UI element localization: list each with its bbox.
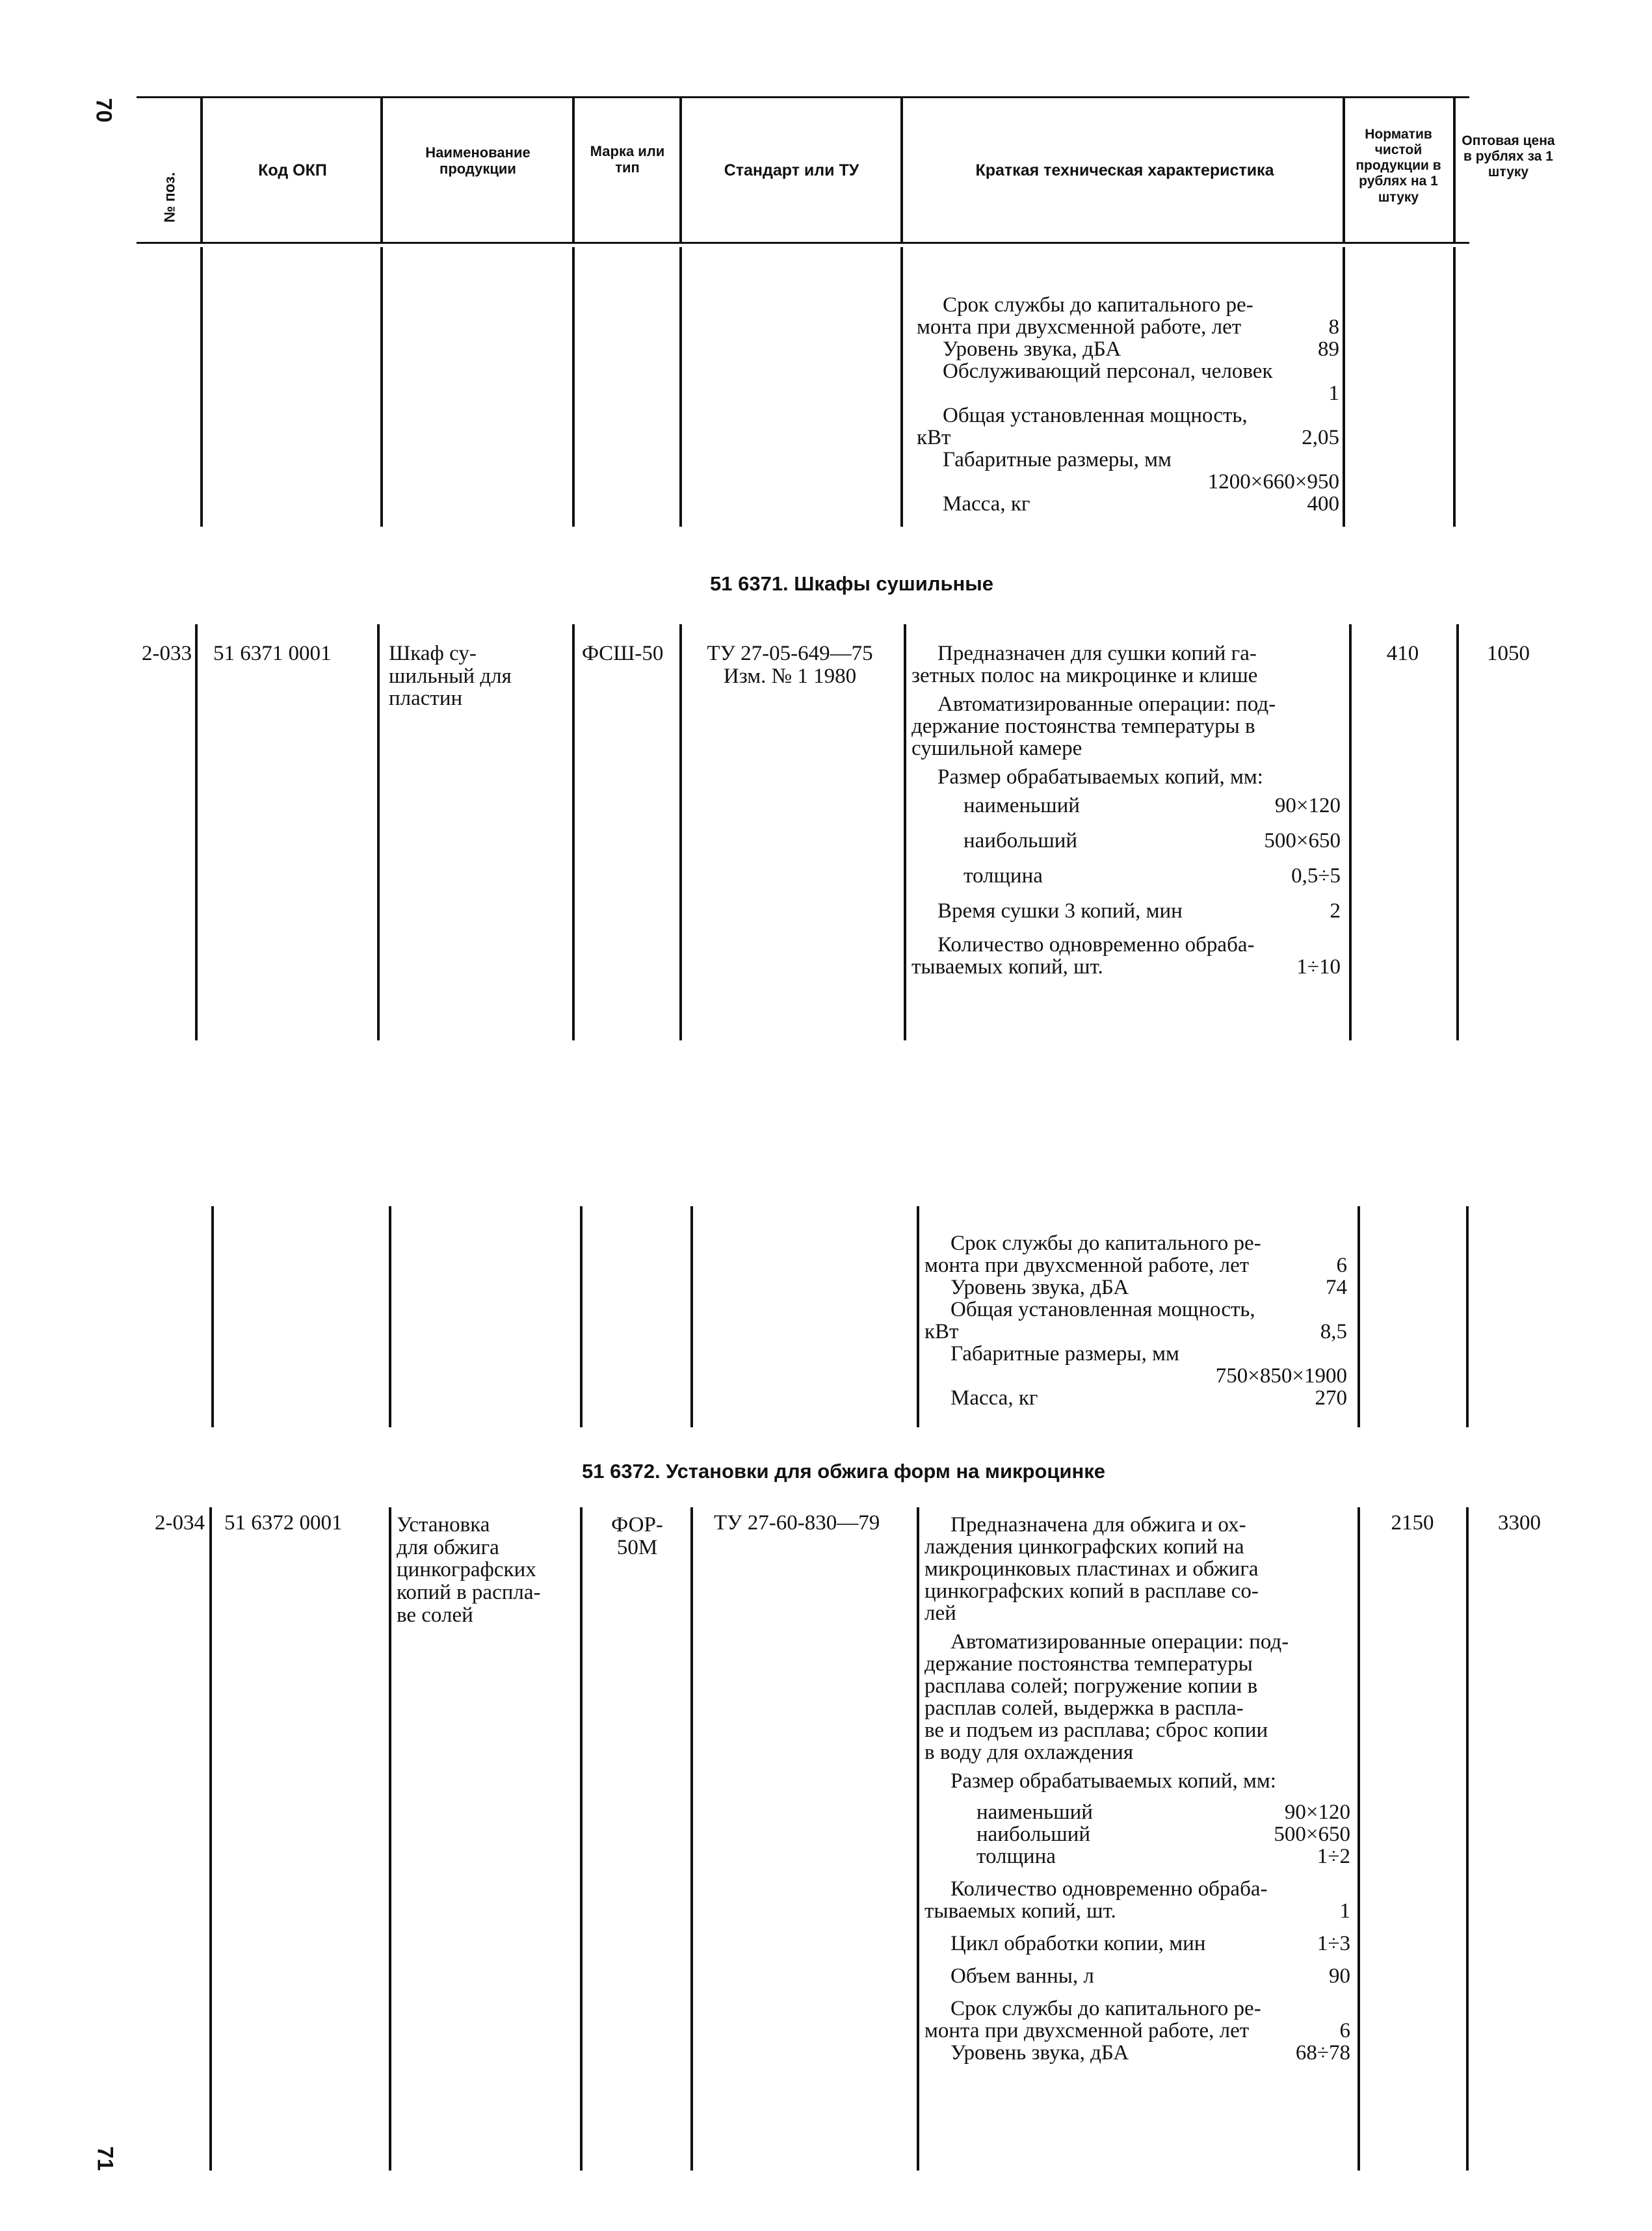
- i2-sep-3: [580, 1507, 583, 2171]
- item-2034-tech: [924, 1514, 1350, 2064]
- hdr-sep-4: [679, 98, 682, 242]
- hdr-sep-2: [380, 98, 383, 242]
- tech-line: 750×850×1900: [1215, 1364, 1347, 1388]
- hdr-sep-5: [900, 98, 903, 242]
- tech-line: Предназначен для сушки копий га-: [937, 642, 1257, 665]
- tech-line: расплава солей; погружение копии в: [924, 1674, 1258, 1698]
- header-bottom-rule: [137, 242, 1469, 244]
- col-header-name: Наименование продукции: [425, 144, 531, 178]
- b2-sep-3: [580, 1206, 583, 1427]
- col-header-okp: Код ОКП: [258, 161, 327, 179]
- col-header-pos: № поз.: [161, 172, 178, 223]
- block2-tech: [924, 1232, 1347, 1409]
- header-top-rule: [137, 96, 1469, 98]
- item-2033-pos: 2-033: [142, 642, 192, 665]
- tech-line: Автоматизированные операции: под-: [951, 1630, 1289, 1654]
- tech-line: Срок службы до капитального ре-: [951, 1232, 1261, 1255]
- tech-line: Габаритные размеры, мм: [943, 448, 1172, 471]
- hdr-sep-1: [200, 98, 203, 242]
- col-header-brand: Марка или тип: [590, 143, 665, 176]
- page-number-top: 70: [91, 98, 116, 123]
- tech-line: наибольший 500×650: [964, 829, 1341, 852]
- tech-line: сушильной камере: [911, 737, 1082, 760]
- tech-line: 1200×660×950: [1207, 470, 1339, 494]
- tech-line: тываемых копий, шт. 1÷10: [911, 955, 1341, 979]
- tech-line: расплав солей, выдержка в распла-: [924, 1696, 1244, 1720]
- tech-line: монта при двухсменной работе, лет 6: [924, 2019, 1350, 2042]
- tech-line: тываемых копий, шт. 1: [924, 1899, 1350, 1923]
- i1-sep-3: [572, 624, 575, 1040]
- item-2033-name: Шкаф су- шильный для пластин: [389, 642, 512, 711]
- i2-sep-1: [209, 1507, 212, 2171]
- col-header-norm: Норматив чистой продукции в рублях на 1 штуку: [1356, 127, 1441, 205]
- i2-sep-7: [1466, 1507, 1469, 2171]
- item-2033-norm: 410: [1386, 642, 1419, 665]
- tech-line: кВт 2,05: [917, 426, 1339, 449]
- b2-sep-4: [690, 1206, 693, 1427]
- block1-tech: [917, 294, 1339, 515]
- col-header-price: Оптовая цена в рублях за 1 штуку: [1462, 133, 1555, 180]
- section-title-6371: 51 6371. Шкафы сушильные: [710, 572, 993, 595]
- i2-sep-5: [917, 1507, 919, 2171]
- tech-line: монта при двухсменной работе, лет 8: [917, 315, 1339, 339]
- section-title-6372: 51 6372. Установки для обжига форм на микроцинке: [582, 1460, 1106, 1483]
- hdr-sep-3: [572, 98, 575, 242]
- b1-sep-6: [1343, 247, 1345, 527]
- tech-line: ве и подъем из расплава; сброс копии: [924, 1719, 1268, 1742]
- tech-line: Общая установленная мощность,: [943, 404, 1248, 427]
- page-number-bottom: 71: [92, 2146, 118, 2171]
- b1-sep-3: [572, 247, 575, 527]
- tech-line: Предназначена для обжига и ох-: [951, 1513, 1246, 1537]
- item-2033-standard: ТУ 27-05-649—75 Изм. № 1 1980: [707, 642, 873, 688]
- tech-line: наименьший 90×120: [977, 1801, 1350, 1824]
- tech-line: в воду для охлаждения: [924, 1741, 1133, 1764]
- i1-sep-5: [904, 624, 906, 1040]
- col-header-standard: Стандарт или ТУ: [724, 161, 859, 179]
- hdr-sep-7: [1453, 98, 1456, 242]
- tech-line: Общая установленная мощность,: [951, 1298, 1255, 1321]
- b2-sep-2: [389, 1206, 391, 1427]
- item-2034-price: 3300: [1498, 1511, 1541, 1535]
- tech-line: зетных полос на микроцинке и клише: [911, 664, 1258, 687]
- tech-line: Объем ванны, л 90: [951, 1964, 1350, 1988]
- i1-sep-4: [679, 624, 682, 1040]
- b1-sep-5: [900, 247, 903, 527]
- tech-line: Срок службы до капитального ре-: [951, 1997, 1261, 2020]
- tech-line: 1: [1328, 382, 1339, 405]
- tech-line: цинкографских копий в расплаве со-: [924, 1579, 1259, 1603]
- tech-line: Цикл обработки копии, мин 1÷3: [951, 1932, 1350, 1955]
- tech-line: держание постоянства температуры: [924, 1652, 1253, 1676]
- i2-sep-2: [389, 1507, 391, 2171]
- tech-line: Автоматизированные операции: под-: [937, 693, 1276, 716]
- item-2034-norm: 2150: [1391, 1511, 1434, 1535]
- b2-sep-6: [1357, 1206, 1360, 1427]
- tech-line: Срок службы до капитального ре-: [943, 293, 1253, 317]
- item-2033-okp: 51 6371 0001: [213, 642, 332, 665]
- item-2034-okp: 51 6372 0001: [224, 1511, 343, 1535]
- item-2034-standard: ТУ 27-60-830—79: [714, 1511, 880, 1535]
- col-header-tech: Краткая техническая характеристика: [975, 161, 1274, 179]
- b2-sep-7: [1466, 1206, 1469, 1427]
- item-2034-pos: 2-034: [155, 1511, 205, 1535]
- tech-line: Количество одновременно обраба-: [937, 933, 1255, 957]
- item-2034-brand: ФОР- 50М: [611, 1513, 663, 1559]
- tech-line: монта при двухсменной работе, лет 6: [924, 1254, 1347, 1277]
- hdr-sep-6: [1343, 98, 1345, 242]
- item-2033-tech: [911, 642, 1341, 978]
- tech-line: Масса, кг 270: [951, 1386, 1347, 1410]
- tech-line: толщина 0,5÷5: [964, 864, 1341, 888]
- b1-sep-1: [200, 247, 203, 527]
- tech-line: Уровень звука, дБА 89: [943, 337, 1339, 361]
- tech-line: толщина 1÷2: [977, 1845, 1350, 1868]
- i1-sep-2: [377, 624, 380, 1040]
- tech-line: Время сушки 3 копий, мин 2: [937, 899, 1341, 923]
- tech-line: Габаритные размеры, мм: [951, 1342, 1179, 1366]
- i1-sep-1: [195, 624, 198, 1040]
- tech-line: Масса, кг 400: [943, 492, 1339, 516]
- i1-sep-6: [1349, 624, 1352, 1040]
- i1-sep-7: [1456, 624, 1459, 1040]
- i2-sep-6: [1357, 1507, 1360, 2171]
- b1-sep-7: [1453, 247, 1456, 527]
- b1-sep-4: [679, 247, 682, 527]
- item-2033-brand: ФСШ-50: [582, 642, 664, 665]
- tech-line: наименьший 90×120: [964, 794, 1341, 817]
- tech-line: держание постоянства температуры в: [911, 715, 1255, 738]
- tech-line: лей: [924, 1602, 956, 1625]
- tech-line: Уровень звука, дБА 68÷78: [951, 2041, 1350, 2065]
- b2-sep-1: [211, 1206, 214, 1427]
- tech-line: кВт 8,5: [924, 1320, 1347, 1343]
- b2-sep-5: [917, 1206, 919, 1427]
- tech-line: Размер обрабатываемых копий, мм:: [951, 1769, 1276, 1793]
- tech-line: наибольший 500×650: [977, 1823, 1350, 1846]
- b1-sep-2: [380, 247, 383, 527]
- item-2034-name: Установка для обжига цинкографских копий в распла- ве солей: [397, 1513, 541, 1627]
- i2-sep-4: [690, 1507, 693, 2171]
- tech-line: лаждения цинкографских копий на: [924, 1535, 1244, 1559]
- tech-line: Уровень звука, дБА 74: [951, 1276, 1347, 1299]
- tech-line: микроцинковых пластинах и обжига: [924, 1557, 1259, 1581]
- tech-line: Размер обрабатываемых копий, мм:: [937, 765, 1263, 789]
- tech-line: Обслуживающий персонал, человек: [943, 360, 1273, 383]
- item-2033-price: 1050: [1487, 642, 1530, 665]
- tech-line: Количество одновременно обраба-: [951, 1877, 1268, 1901]
